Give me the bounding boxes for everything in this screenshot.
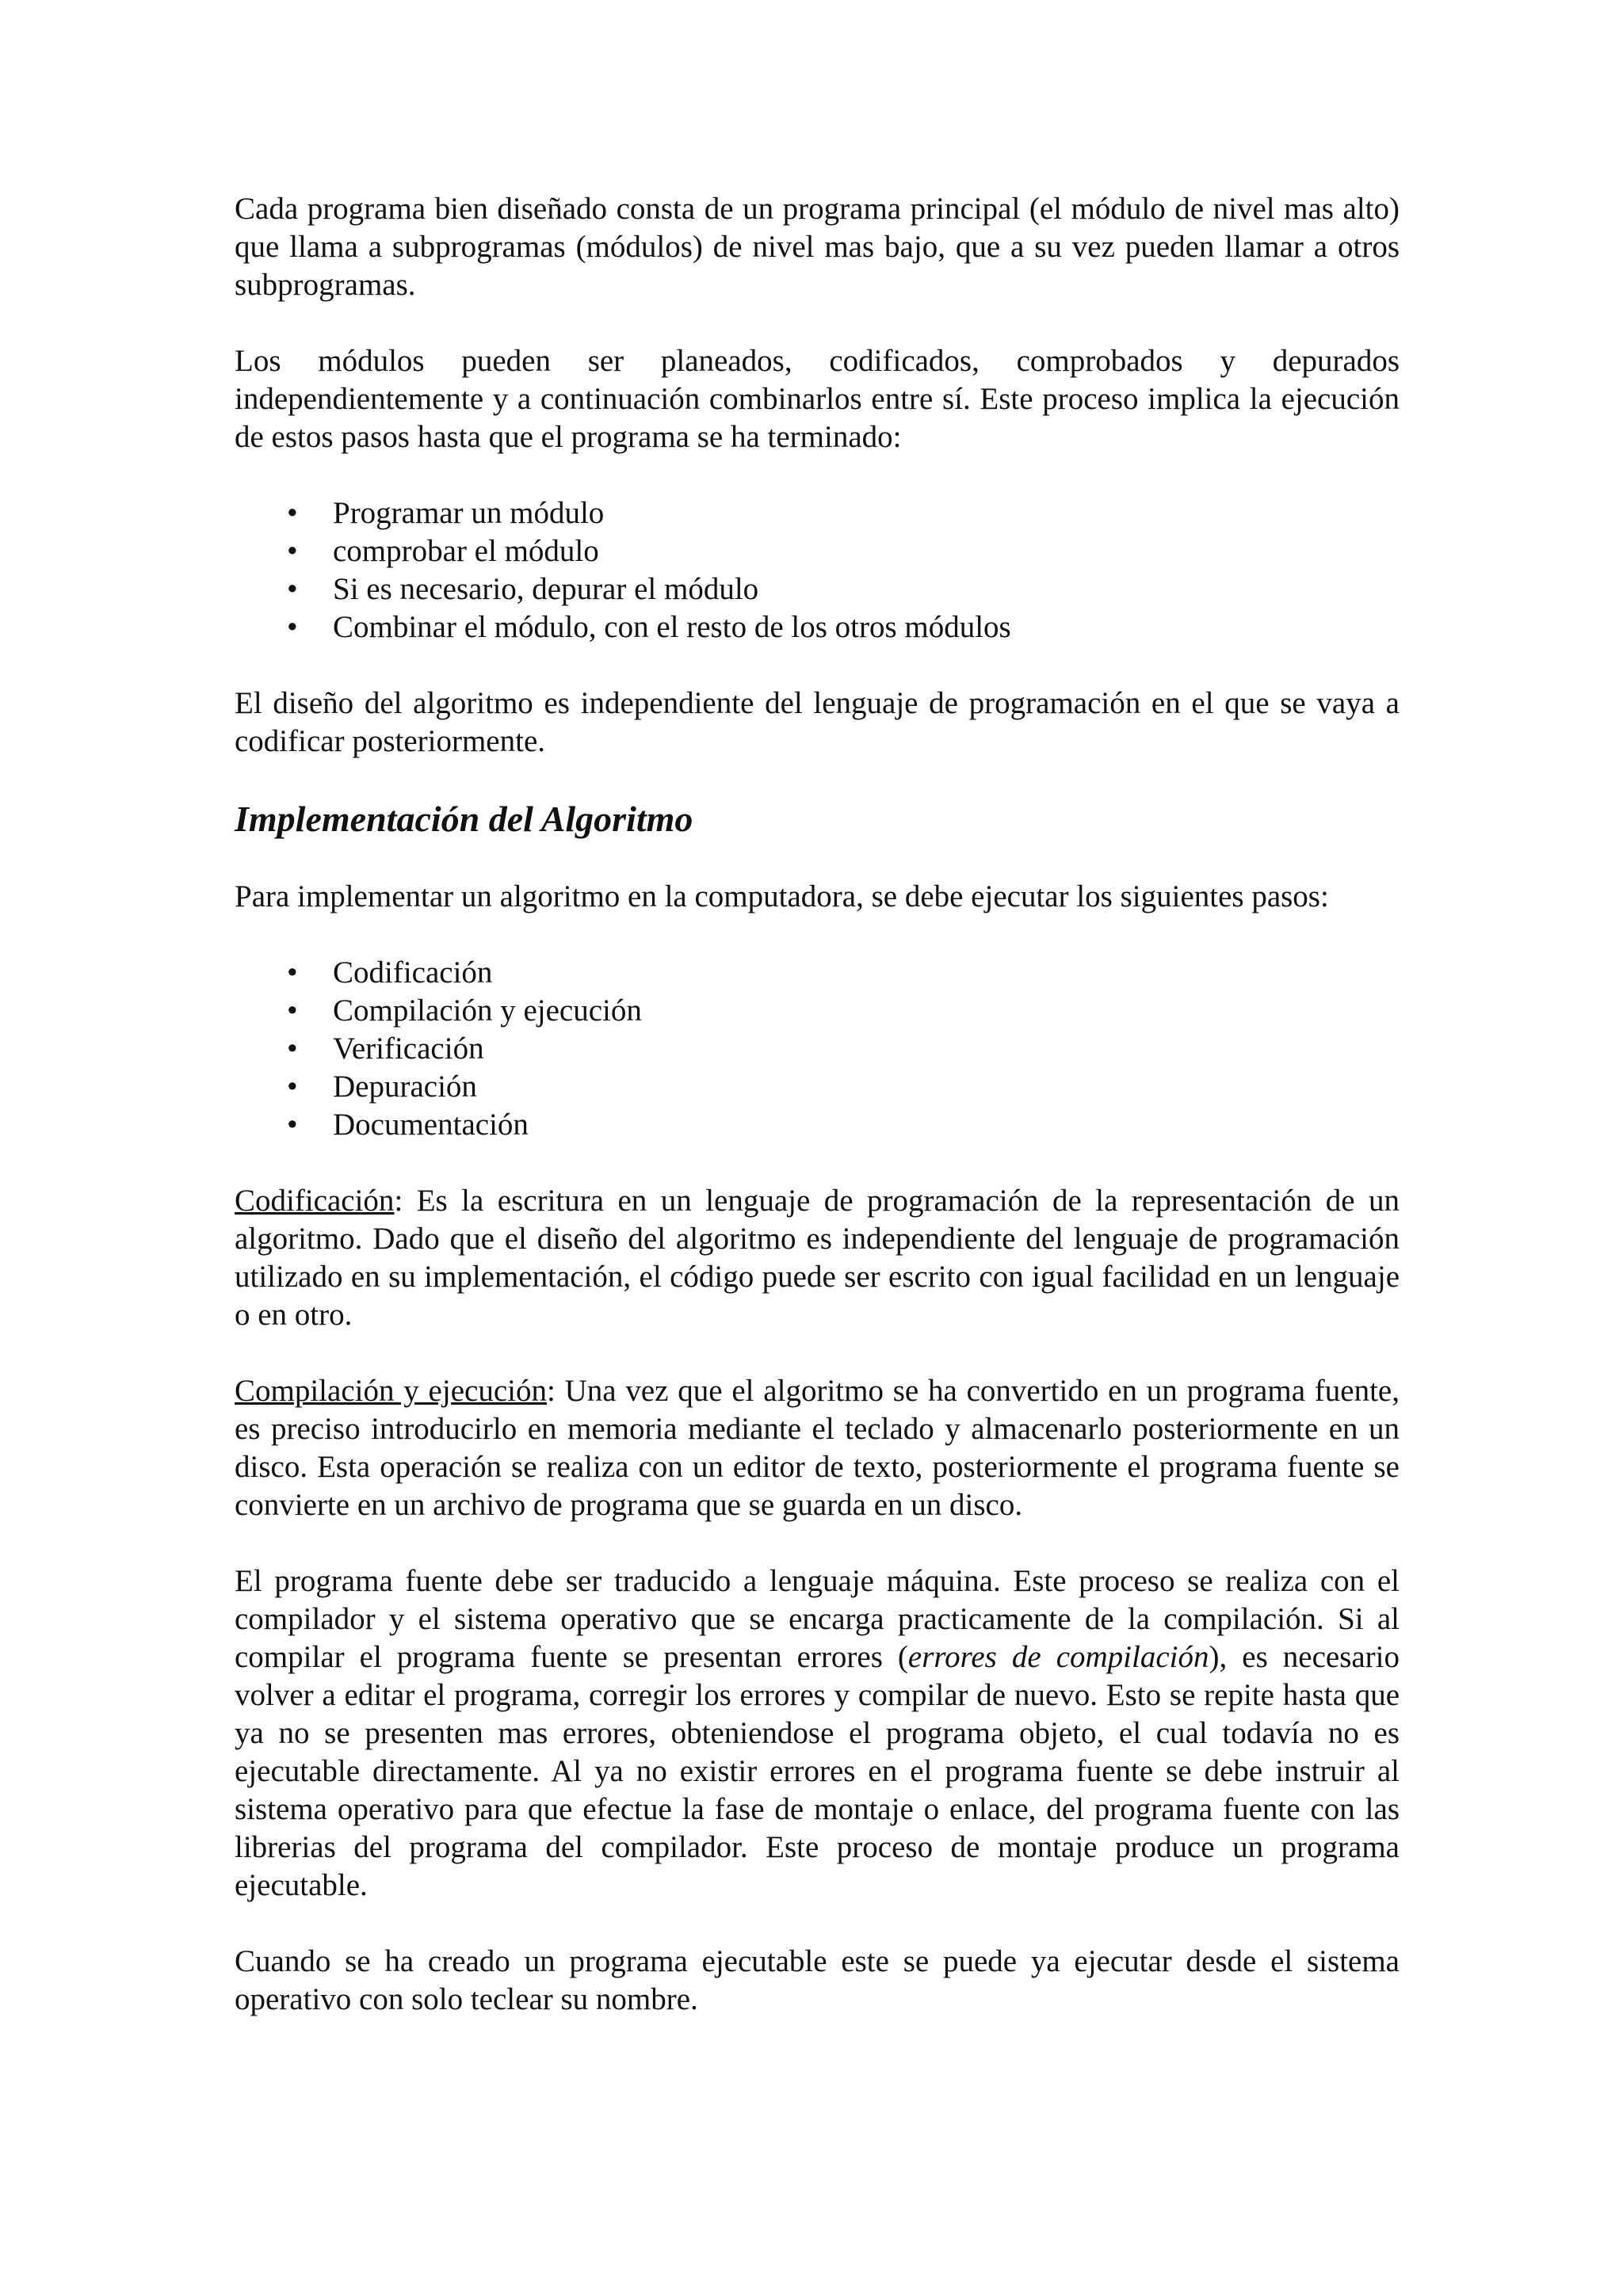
bullet-icon: • (287, 955, 298, 990)
bullet-icon: • (287, 496, 298, 530)
paragraph-design-independence: El diseño del algoritmo es independiente del lenguaje de programación en el que se vaya a codificar posteriormente. (235, 686, 1400, 758)
list-item: • Verificación (235, 1030, 1400, 1068)
paragraph-codificacion: Codificación: Es la escritura en un lenguaje de programación de la representación de un algoritmo. Dado que el diseño del algoritmo es independiente del lenguaje de programación utilizado en su implementación, el código puede ser escrito con igual facilidad en un lenguaje o en otro. (235, 1184, 1400, 1332)
bullet-icon: • (287, 1032, 298, 1066)
list-item: • Depuración (235, 1068, 1400, 1106)
list-item: • Si es necesario, depurar el módulo (235, 570, 1400, 608)
list-item: • Programar un módulo (235, 494, 1400, 532)
implementation-steps-list (235, 954, 1400, 1144)
bullet-icon: • (287, 572, 298, 606)
paragraph-executable: Cuando se ha creado un programa ejecutable este se puede ya ejecutar desde el sistema operativo con solo teclear su nombre. (235, 1944, 1400, 2016)
paragraph-modules-process: Los módulos pueden ser planeados, codificados, comprobados y depurados independientemente y a continuación combinarlos entre sí. Este proceso implica la ejecución de estos pasos hasta que el programa se ha terminado: (235, 344, 1400, 454)
bullet-icon: • (287, 994, 298, 1028)
list-item: • comprobar el módulo (235, 532, 1400, 570)
list-item: • Codificación (235, 954, 1400, 992)
bullet-icon: • (287, 1108, 298, 1142)
term-compilacion: Compilación y ejecución (235, 1374, 547, 1408)
steps-list (235, 494, 1400, 646)
paragraph-compilacion: Compilación y ejecución: Una vez que el algoritmo se ha convertido en un programa fuente, es preciso introducirlo en memoria mediante el teclado y almacenarlo posteriormente en un disco. Esta operación se realiza con un editor de texto, posteriormente el programa fuente se convierte en un archivo de programa que se guarda en un disco. (235, 1374, 1400, 1522)
paragraph-implementation-intro: Para implementar un algoritmo en la computadora, se debe ejecutar los siguientes pasos: (235, 879, 1329, 913)
paragraph-compiler-process: El programa fuente debe ser traducido a lenguaje máquina. Este proceso se realiza con el compilador y el sistema operativo que se encarga practicamente de la compilación. Si al compilar el programa fuente se presentan errores (errores de compilación), es necesario volver a editar el programa, corregir los errores y compilar de nuevo. Esto se repite hasta que ya no se presenten mas errores, obteniendose el programa objeto, el cual todavía no es ejecutable directamente. Al ya no existir errores en el programa fuente se debe instruir al sistema operativo para que efectue la fase de montaje o enlace, del programa fuente con las librerias del programa del compilador. Este proceso de montaje produce un programa ejecutable. (235, 1564, 1400, 1902)
bullet-icon: • (287, 1070, 298, 1104)
list-item: • Compilación y ejecución (235, 992, 1400, 1030)
paragraph-modules-intro: Cada programa bien diseñado consta de un programa principal (el módulo de nivel mas alto) que llama a subprogramas (módulos) de nivel mas bajo, que a su vez pueden llamar a otros subprogramas. (235, 192, 1400, 302)
term-codificacion: Codificación (235, 1184, 395, 1218)
italic-term: errores de compilación (907, 1640, 1209, 1674)
list-item: • Combinar el módulo, con el resto de los otros módulos (235, 608, 1400, 646)
bullet-icon: • (287, 534, 298, 568)
bullet-icon: • (287, 610, 298, 644)
section-heading: Implementación del Algoritmo (235, 799, 693, 839)
list-item: • Documentación (235, 1106, 1400, 1144)
document-page (235, 190, 1400, 2057)
